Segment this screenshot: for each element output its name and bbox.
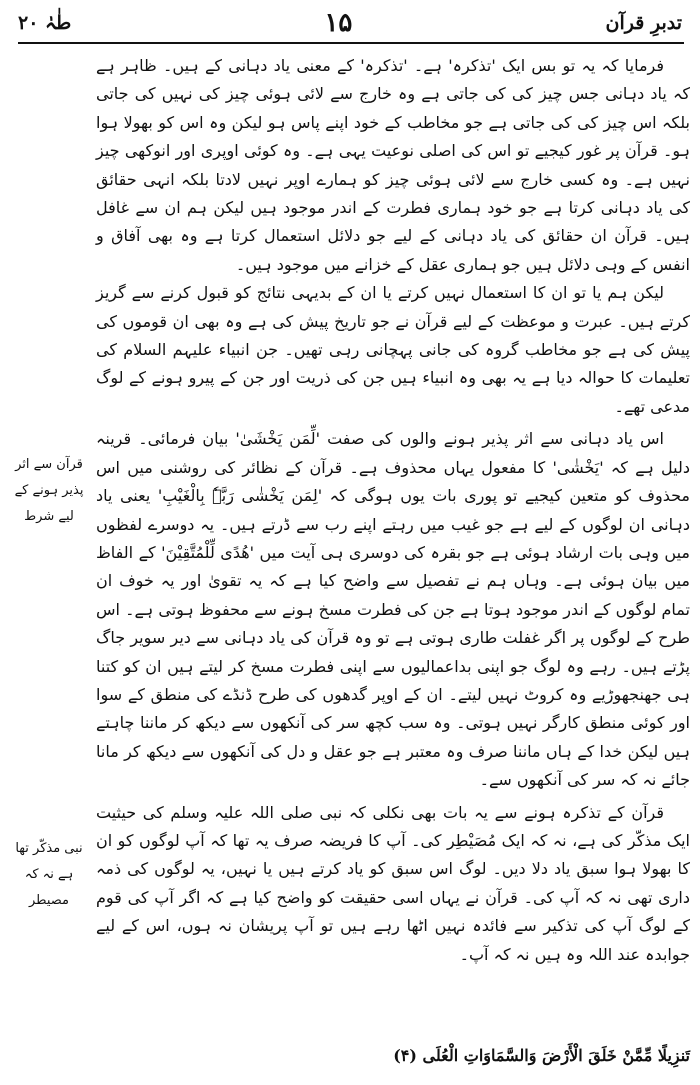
paragraph-tazkira: فرمایا کہ یہ تو بس ایک 'تذکرہ' ہے۔ 'تذکرہ' کے معنی یاد دہانی کے ہیں۔ ظاہر ہے کہ یاد دہانی جس چیز کی کی جاتی ہے وہ خارج سے لائی ہوئی چیز کی نہیں کی جاتی بلکہ اس چیز کی کی جاتی ہے جو مخاطب کے خود اپنے پاس ہو لیکن وہ اس کو بھولا ہوا ہو۔ قرآن پر غور کیجیے تو اس کی اصلی نوعیت یہی ہے۔ وہ کوئی اوپری اور انوکھی چیز نہیں ہے۔ وہ کسی خارج سے لائی ہوئی چیز کو ہمارے اوپر نہیں لادتا بلکہ انہی حقائق کی یاد دہانی کرتا ہے جو خود ہماری فطرت کے اندر موجود ہیں لیکن ہم ان سے غافل ہیں۔ قرآن ان حقائق کی یاد دہانی کے لیے جو دلائل استعمال کرتا ہے وہ بھی آفاق و انفس کے وہی دلائل ہیں جو ہماری عقل کے خزانے میں موجود ہیں۔ (96, 56, 690, 274)
header-rule (18, 42, 684, 44)
paragraph-yakhsha: اس یاد دہانی سے اثر پذیر ہونے والوں کی صفت 'لِّمَن يَخْشَىٰ' بیان فرمائی۔ قرینہ دلیل ہے کہ 'یَخْشٰی' کا مفعول یہاں محذوف ہے۔ قرآن کے نظائر کی روشنی میں اس محذوف کو متعین کیجیے تو پوری بات یوں ہوگی کہ 'لِمَن یَخْشٰی رَبَّہٗ بِالْغَیْبِ' یعنی یاد دہانی ان لوگوں کے لیے ہے جو غیب میں رہتے اپنے رب سے ڈرتے ہیں۔ یہ دوسرے لفظوں میں وہی بات ارشاد ہوئی ہے جو بقرہ کی دوسری ہی آیت میں 'ھُدًی لِّلْمُتَّقِیْنَ' کے الفاظ میں بیان ہوئی ہے۔ وہاں ہم نے تفصیل سے واضح کیا ہے کہ یہ تقویٰ اور یہ خوف ان تمام لوگوں کے اندر موجود ہوتا ہے جن کی فطرت مسخ ہونے سے محفوظ ہوتی ہے۔ اس طرح کے لوگوں پر اگر غفلت طاری ہوتی ہے تو وہ قرآن کی یاد دہانی سے دیر سویر جاگ پڑتے ہیں۔ رہے وہ لوگ جو اپنی بداعمالیوں سے اپنی فطرت مسخ کر لیتے ہیں ان کو کتنا ہی جھنجھوڑیے وہ کروٹ نہیں لیتے۔ ان کے اوپر گدھوں کی طرح ڈنڈے کی منطق کے سوا اور کوئی منطق کارگر نہیں ہوتی۔ وہ سب کچھ سر کی آنکھوں سے دیکھ کر ماننا چاہتے ہیں لیکن خدا کے ہاں ماننا صرف وہ معتبر ہے جو عقل و دل کی آنکھوں سے دیکھ کر مانا جائے نہ کہ سر کی آنکھوں سے۔ (96, 429, 690, 790)
verse-line: تَنزِيلًا مِّمَّنْ خَلَقَ الْأَرْضَ وَالسَّمَاوَاتِ الْعُلَى (۴) (393, 1046, 690, 1065)
book-title: تدبرِ قرآن (605, 12, 682, 34)
margin-note-muzakkir: نبی مذکّر تھا ہے نہ کہ مصیطر (15, 841, 83, 908)
margin-note-condition: قرآن سے اثر پذیر ہونے کے لیے شرط (14, 457, 84, 524)
commentary-body (96, 52, 690, 969)
page-header (18, 6, 682, 40)
paragraph-muzakkir: قرآن کے تذکرہ ہونے سے یہ بات بھی نکلی کہ نبی صلی اللہ علیہ وسلم کی حیثیت ایک مذکّر کی ہے، نہ کہ ایک مُصَیْطِر کی۔ آپ کا فریضہ صرف یہ تھا کہ آپ لوگوں کو ان کا بھولا ہوا سبق یاد دلا دیں۔ لوگ اس سبق کو یاد کرتے ہیں یا نہیں، یہ لوگوں کی ذمہ داری تھی نہ کہ آپ کی۔ قرآن نے یہاں اسی حقیقت کو واضح کیا ہے کہ اگر آپ کی قوم کے لوگ آپ کی تذکیر سے فائدہ نہیں اٹھا رہے ہیں تو آپ پریشان نہ ہوں، اس کے لیے جوابدہ عند اللہ وہ ہیں نہ کہ آپ۔ (96, 802, 690, 964)
surah-reference: طٰہٰ ۲۰ (18, 12, 72, 34)
page-number: ۱۵ (324, 8, 353, 38)
paragraph-history: لیکن ہم یا تو ان کا استعمال نہیں کرتے یا ان کے بدیہی نتائج کو قبول کرنے سے گریز کرتے ہیں۔ عبرت و موعظت کے لیے قرآن نے جو تاریخ پیش کی ہے وہ بھی ان قوموں کی پیش کی ہے جو مخاطب گروہ کی جانی پہچانی رہی تھیں۔ جن انبیاء علیہم السلام کی تعلیمات کا حوالہ دیا ہے یہ بھی وہ انبیاء ہیں جن کی ذریت اور جن کے پیرو ہونے کے لوگ مدعی تھے۔ (96, 283, 690, 416)
